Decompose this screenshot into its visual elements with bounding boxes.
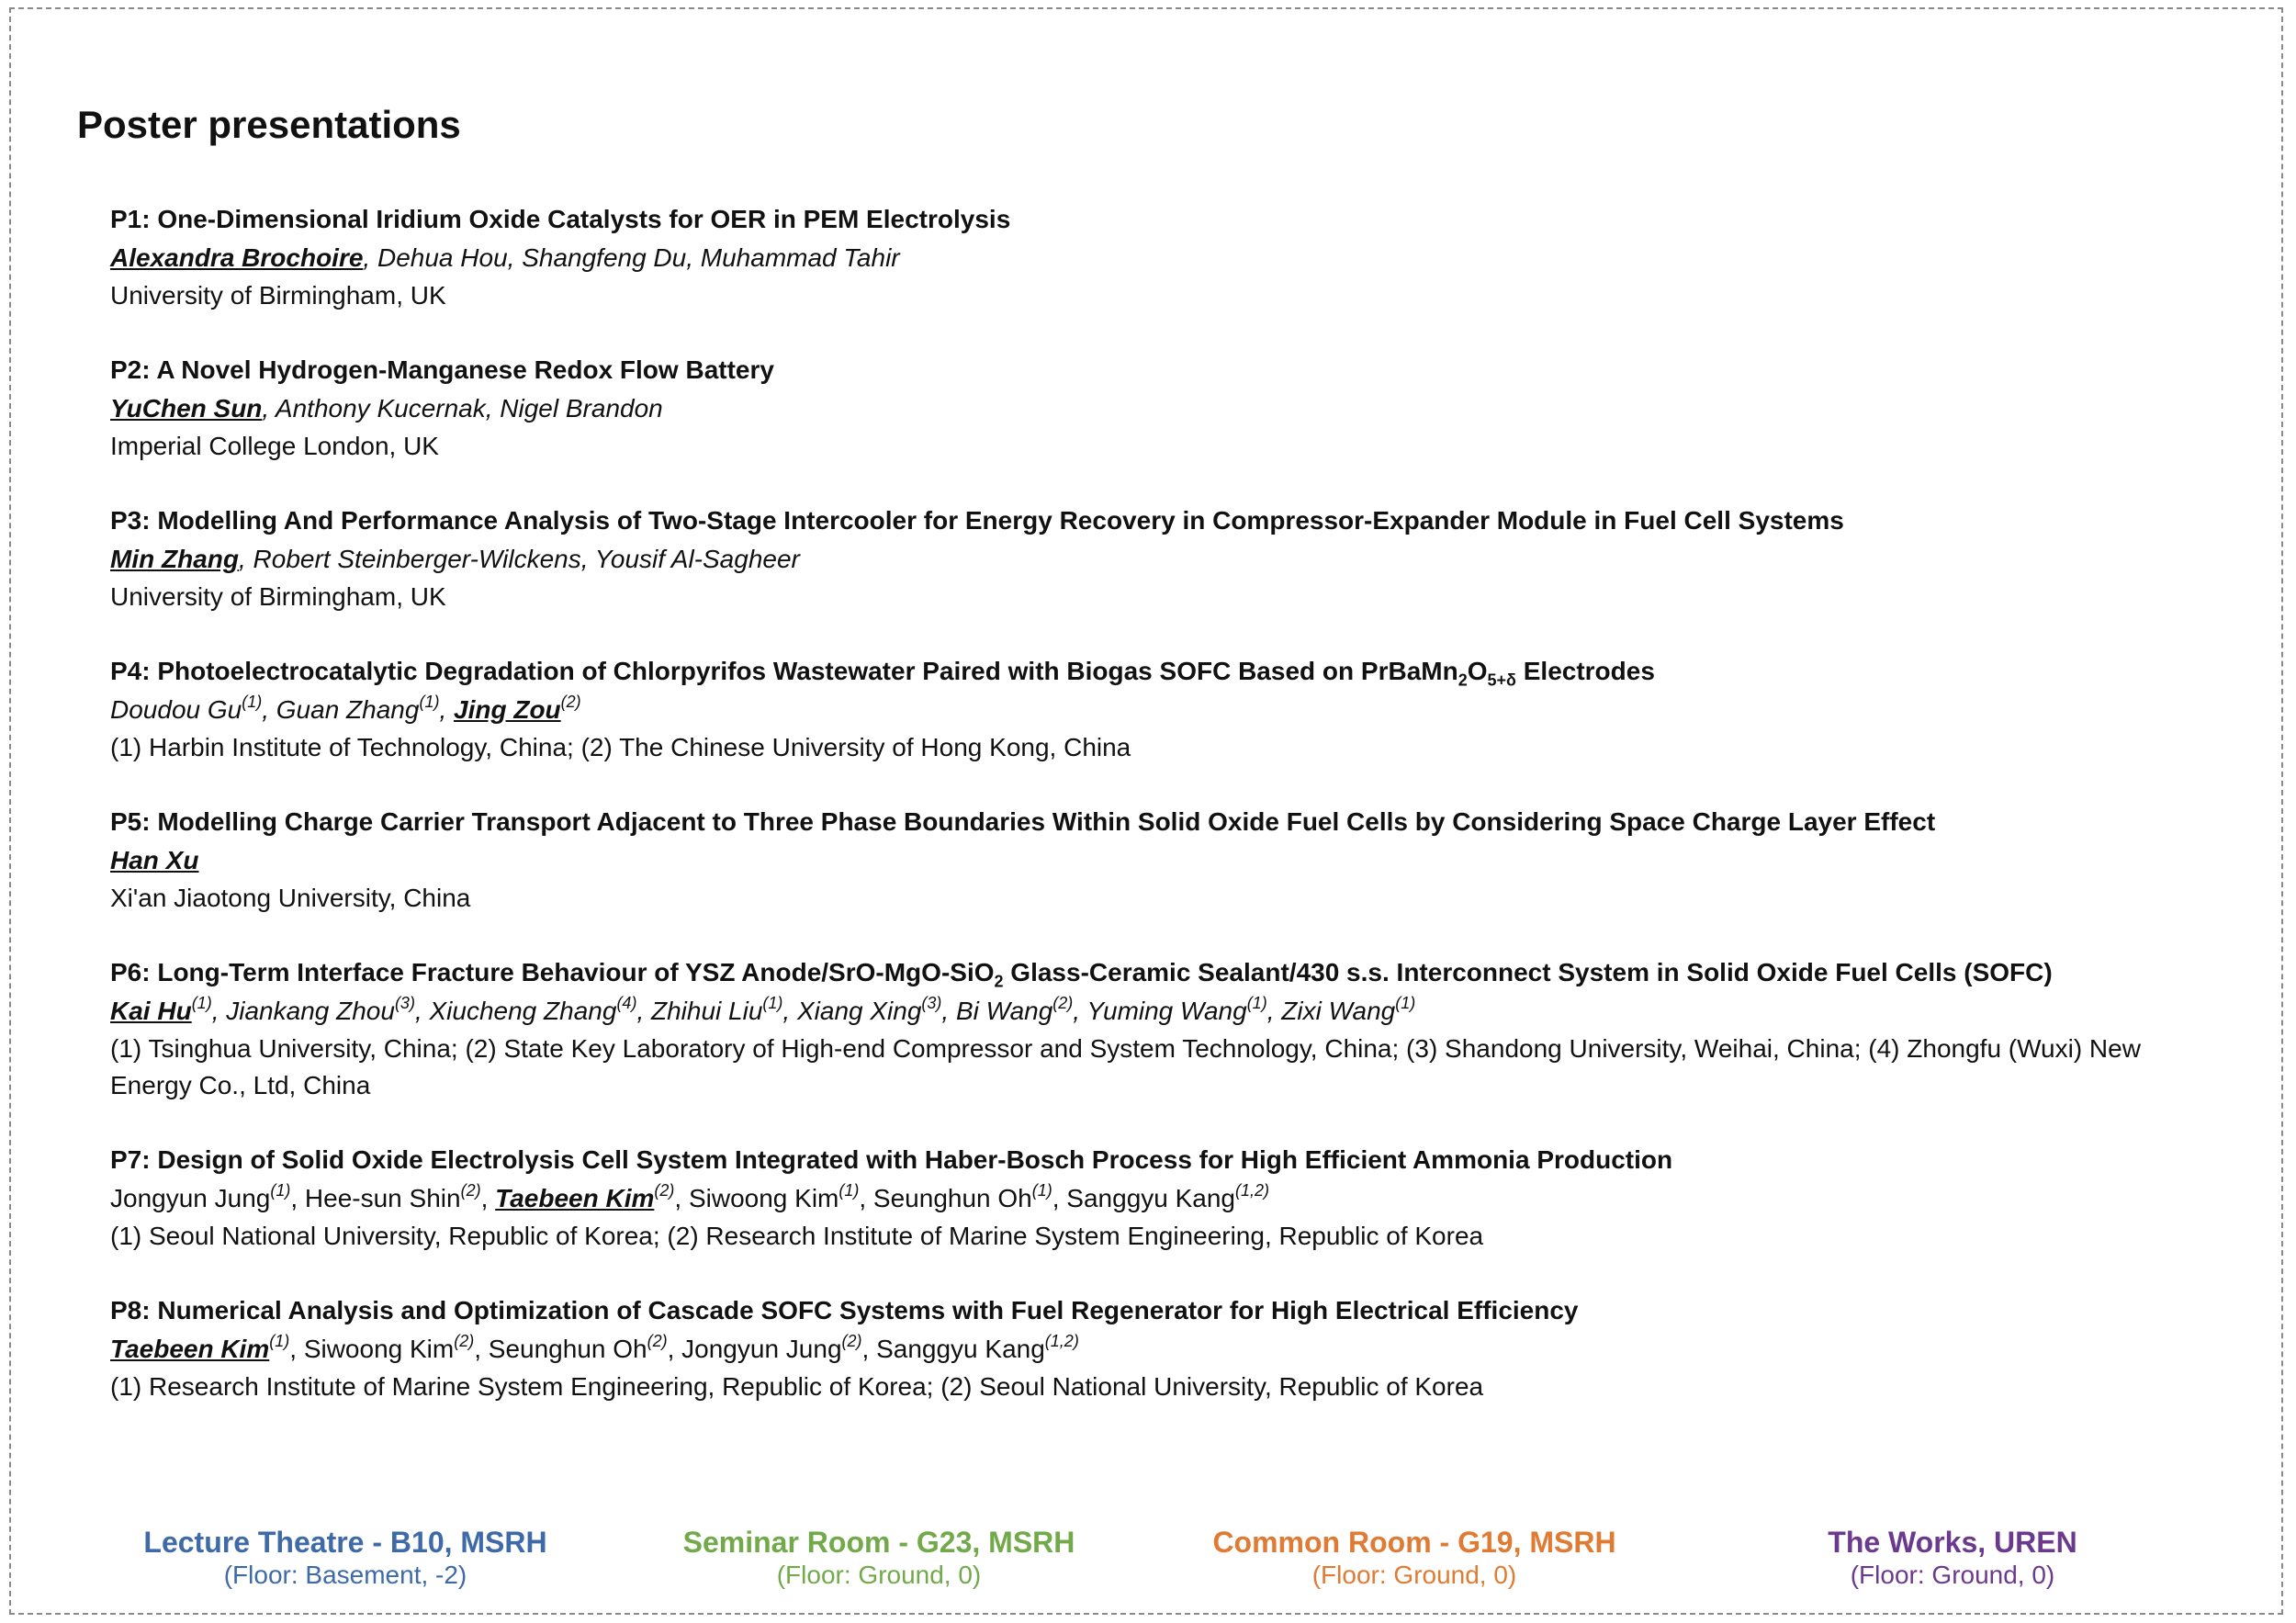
room-name: Seminar Room - G23, MSRH [682,1526,1075,1559]
room-floor: (Floor: Ground, 0) [1311,1561,1517,1589]
title-text: Glass-Ceramic Sealant/430 s.s. Interconnect System in Solid Oxide Fuel Cells (SOFC) [1003,958,2053,986]
author-affiliation-mark: (1,2) [1044,1331,1079,1350]
title-text: O [1467,657,1488,685]
room-the-works [1695,1525,2210,1591]
subscript: 5+δ [1487,671,1516,690]
author-affiliation-mark: (1) [838,1180,860,1200]
poster-title: P7: Design of Solid Oxide Electrolysis Cell System Integrated with Haber-Bosch Process for High Efficient Ammonia Production [110,1145,1673,1174]
author [495,1180,689,1212]
poster-authors [110,992,2223,1031]
author-affiliation-mark: (2) [841,1331,862,1350]
author-affiliation-mark: (3) [394,993,415,1012]
room-seminar-room [622,1525,1136,1591]
separator: , [262,695,276,724]
title-text: Electrodes [1515,657,1655,685]
author-name: Xiang Xing [796,997,922,1025]
presenting-author: Han Xu [110,846,199,874]
poster-p1 [110,200,2223,314]
author-name: Sanggyu Kang [1066,1184,1236,1212]
room-floor: (Floor: Basement, -2) [223,1561,467,1589]
room-name: Lecture Theatre - B10, MSRH [143,1526,547,1559]
poster-authors [110,1179,2223,1218]
separator: , [667,1335,682,1363]
poster-p4 [110,652,2223,766]
poster-affiliation: University of Birmingham, UK [110,281,446,310]
author [1066,1180,1270,1212]
poster-authors [110,389,2223,428]
presenting-author: Kai Hu [110,997,192,1025]
author-affiliation-mark: (1) [242,692,263,711]
author [304,1180,496,1212]
room-name: The Works, UREN [1828,1526,2077,1559]
author-affiliation-mark: (1,2) [1235,1180,1270,1200]
poster-authors [110,691,2223,729]
separator: , [782,997,797,1025]
separator: , [636,997,651,1025]
author-affiliation-mark: (2) [654,1180,675,1200]
poster-affiliation: (1) Tsinghua University, China; (2) State Key Laboratory of High-end Compressor and System Technology, China; (3) Shandong University, Weihai, China; (4) Zhongfu (Wuxi) New Energy Co., Ltd, China [110,1034,2141,1099]
author [303,1331,489,1363]
author-name: Seunghun Oh [488,1335,647,1363]
presenting-author: Taebeen Kim [110,1335,270,1363]
poster-affiliation: Xi'an Jiaotong University, China [110,884,471,912]
separator: , [439,695,455,724]
author-name: Xiucheng Zhang [429,997,617,1025]
author [110,993,227,1025]
room-common-room [1157,1525,1671,1591]
author-affiliation-mark: (1) [762,993,783,1012]
author-affiliation-mark: (1) [269,1331,290,1350]
separator: , [861,1335,877,1363]
separator: , [859,1184,873,1212]
poster-affiliation: (1) Harbin Institute of Technology, China; (2) The Chinese University of Hong Kong, China [110,733,1131,761]
author-affiliation-mark: (2) [460,1180,481,1200]
coauthors: , Dehua Hou, Shangfeng Du, Muhammad Tahir [363,243,900,272]
author-name: Seunghun Oh [872,1184,1032,1212]
separator: , [1266,997,1282,1025]
separator: , [414,997,430,1025]
poster-p6 [110,953,2223,1104]
poster-authors [110,239,2223,277]
author [1281,993,1416,1025]
poster-list [110,200,2223,1442]
author-name: Sanggyu Kang [876,1335,1045,1363]
poster-title: P5: Modelling Charge Carrier Transport Adjacent to Three Phase Boundaries Within Solid Oxide Fuel Cells by Considering Space Charge Layer Effect [110,807,1936,836]
author-name: Jongyun Jung [681,1335,842,1363]
author [955,993,1087,1025]
author [226,993,430,1025]
separator: , [674,1184,689,1212]
poster-affiliation: (1) Seoul National University, Republic of Korea; (2) Research Institute of Marine System Engineering, Republic of Korea [110,1222,1484,1250]
author-name: Siwoong Kim [303,1335,455,1363]
author [1086,993,1282,1025]
author-affiliation-mark: (1) [1031,1180,1052,1200]
poster-p2 [110,351,2223,465]
poster-authors [110,1330,2223,1369]
room-lecture-theatre [88,1525,602,1591]
separator: , [480,1184,496,1212]
author [488,1331,682,1363]
separator: , [474,1335,489,1363]
presenting-author: Taebeen Kim [495,1184,655,1212]
poster-affiliation: University of Birmingham, UK [110,582,446,611]
poster-title [110,953,2223,992]
author [651,993,797,1025]
page-title: Poster presentations [77,103,461,146]
author [688,1180,873,1212]
separator: , [1073,997,1087,1025]
poster-title: P1: One-Dimensional Iridium Oxide Catalysts for OER in PEM Electrolysis [110,205,1011,233]
room-floor: (Floor: Ground, 0) [1850,1561,2055,1589]
poster-title [110,652,2223,691]
author-affiliation-mark: (2) [454,1331,475,1350]
author [110,1180,305,1212]
author [681,1331,877,1363]
author-name: Doudou Gu [110,695,242,724]
poster-affiliation: Imperial College London, UK [110,432,439,460]
author [876,1331,1079,1363]
author-name: Jongyun Jung [110,1184,271,1212]
author-affiliation-mark: (2) [647,1331,668,1350]
poster-title: P3: Modelling And Performance Analysis of Two-Stage Intercooler for Energy Recovery in Compressor-Expander Module in Fuel Cell Systems [110,506,1844,535]
poster-affiliation: (1) Research Institute of Marine System Engineering, Republic of Korea; (2) Seoul National University, Republic of Korea [110,1372,1484,1401]
coauthors: , Robert Steinberger-Wilckens, Yousif Al-Sagheer [238,545,800,573]
presenting-author: Jing Zou [454,695,561,724]
author-name: Jiankang Zhou [226,997,395,1025]
poster-p5 [110,803,2223,917]
presenting-author: Min Zhang [110,545,239,573]
author-affiliation-mark: (1) [270,1180,291,1200]
author [429,993,652,1025]
author-name: Zixi Wang [1281,997,1396,1025]
author-affiliation-mark: (1) [1395,993,1416,1012]
separator: , [1052,1184,1067,1212]
author-affiliation-mark: (1) [1246,993,1267,1012]
author-name: Yuming Wang [1086,997,1247,1025]
poster-authors [110,841,2223,880]
poster-p7 [110,1141,2223,1255]
author [110,1331,304,1363]
author-name: Hee-sun Shin [304,1184,461,1212]
author-affiliation-mark: (2) [1052,993,1074,1012]
author-name: Guan Zhang [276,695,420,724]
room-name: Common Room - G19, MSRH [1212,1526,1616,1559]
author-affiliation-mark: (1) [191,993,212,1012]
author [276,692,455,724]
author-affiliation-mark: (1) [419,692,440,711]
poster-title: P8: Numerical Analysis and Optimization of Cascade SOFC Systems with Fuel Regenerator for High Electrical Efficiency [110,1296,1579,1324]
subscript: 2 [994,972,1004,991]
separator: , [290,1184,305,1212]
title-text: P4: Photoelectrocatalytic Degradation of Chlorpyrifos Wastewater Paired with Biogas SOFC Based on PrBaMn [110,657,1458,685]
presenting-author: Alexandra Brochoire [110,243,364,272]
author-affiliation-mark: (4) [616,993,637,1012]
poster-p8 [110,1291,2223,1405]
poster-p3 [110,502,2223,615]
separator: , [941,997,956,1025]
presenting-author: YuChen Sun [110,394,263,423]
title-text: P6: Long-Term Interface Fracture Behaviour of YSZ Anode/SrO-MgO-SiO [110,958,995,986]
poster-title: P2: A Novel Hydrogen-Manganese Redox Flow Battery [110,355,774,384]
author-name: Bi Wang [955,997,1053,1025]
separator: , [211,997,227,1025]
author-affiliation-mark: (3) [921,993,942,1012]
subscript: 2 [1458,671,1468,690]
coauthors: , Anthony Kucernak, Nigel Brandon [262,394,663,423]
separator: , [289,1335,304,1363]
author-name: Siwoong Kim [688,1184,839,1212]
author [796,993,956,1025]
author-name: Zhihui Liu [651,997,763,1025]
author-affiliation-mark: (2) [560,692,581,711]
room-floor: (Floor: Ground, 0) [776,1561,982,1589]
poster-authors [110,540,2223,579]
author [454,692,581,724]
author [872,1180,1067,1212]
author [110,692,276,724]
